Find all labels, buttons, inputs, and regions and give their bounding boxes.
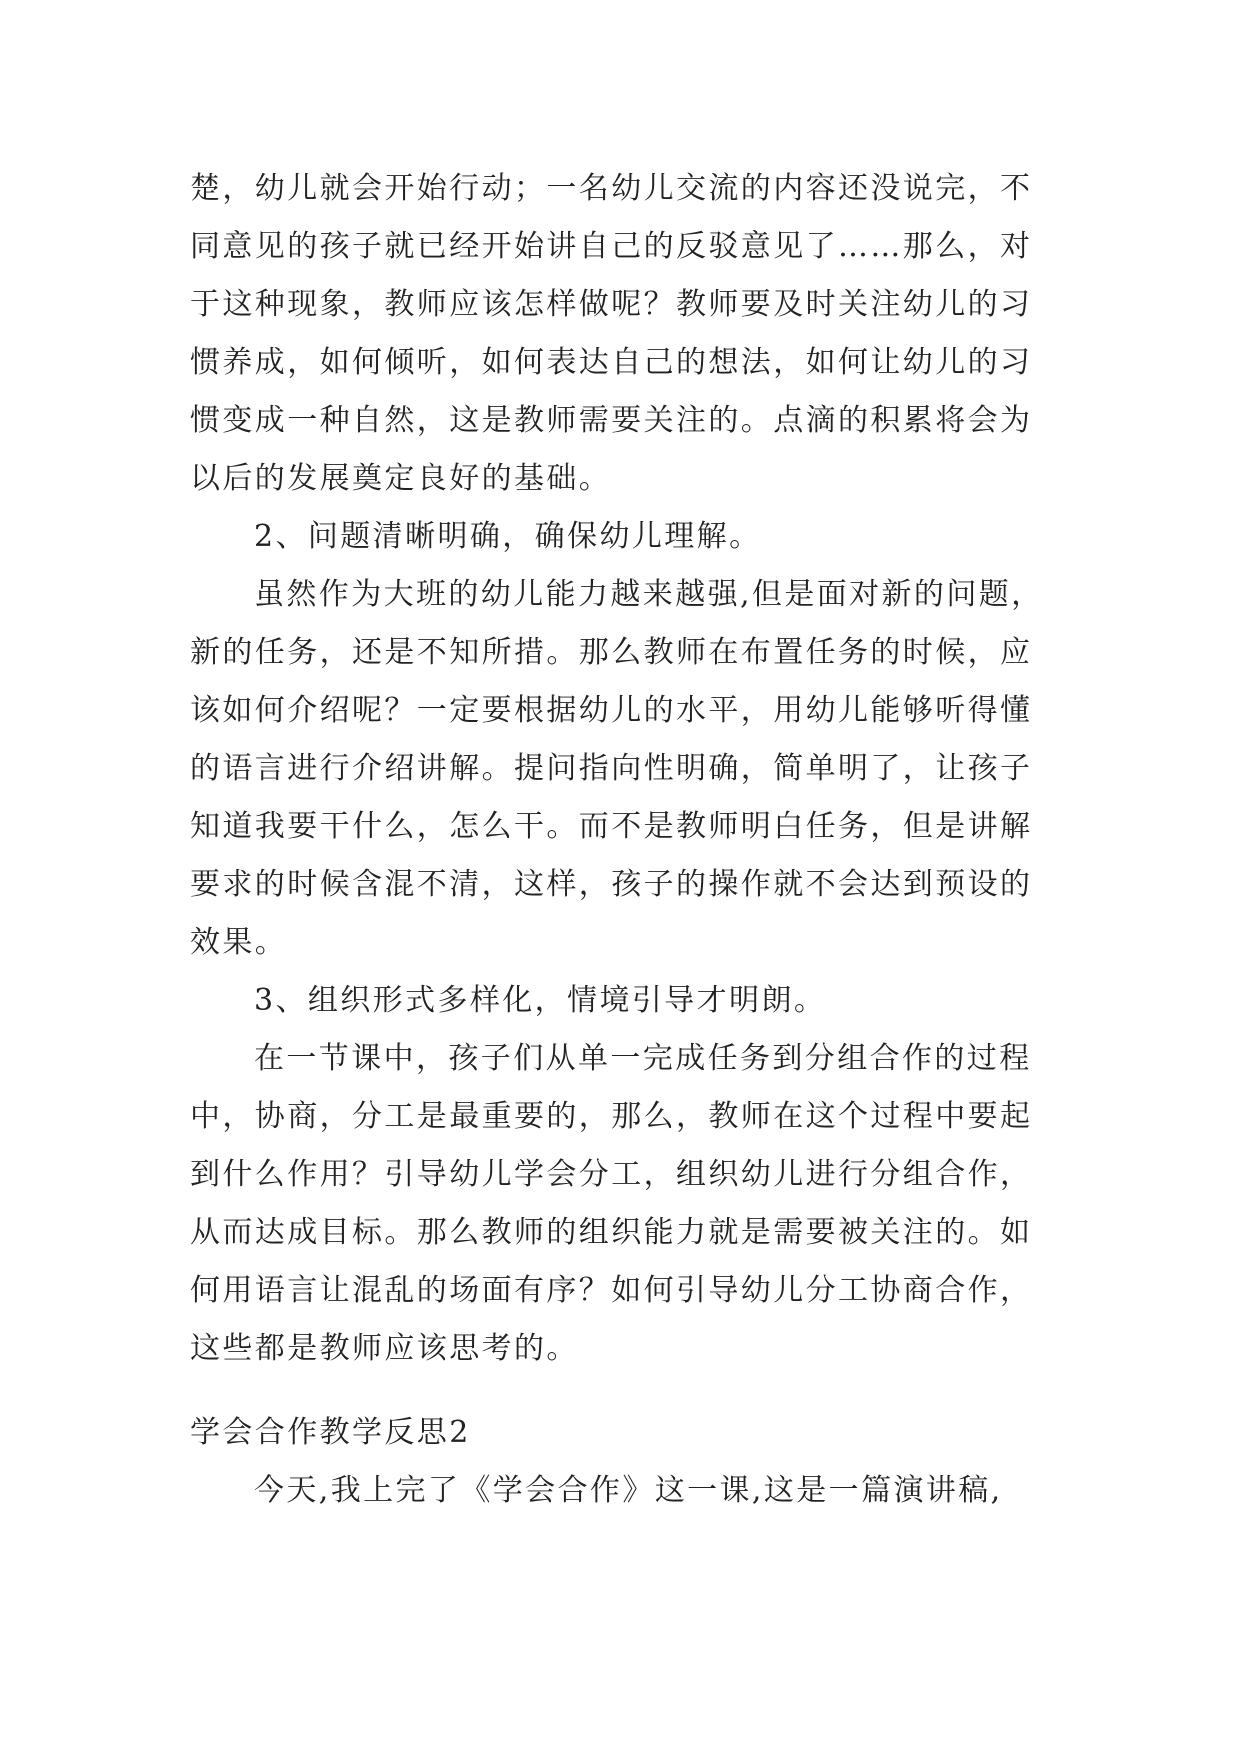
text-line: 何用语言让混乱的场面有序？如何引导幼儿分工协商合作， xyxy=(190,1273,1033,1308)
text-line: 知道我要干什么，怎么干。而不是教师明白任务，但是讲解 xyxy=(190,809,1033,844)
text-line: 于这种现象，教师应该怎样做呢？教师要及时关注幼儿的习 xyxy=(190,287,1033,322)
text-line: 到什么作用？引导幼儿学会分工，组织幼儿进行分组合作， xyxy=(190,1157,1033,1192)
text-line: 今天,我上完了《学会合作》这一课,这是一篇演讲稿, xyxy=(254,1473,1003,1508)
text-line: 从而达成目标。那么教师的组织能力就是需要被关注的。如 xyxy=(190,1215,1033,1250)
text-line: 新的任务，还是不知所措。那么教师在布置任务的时候，应 xyxy=(190,635,1033,670)
section-heading: 学会合作教学反思2 xyxy=(190,1415,471,1450)
text-line: 3、组织形式多样化，情境引导才明朗。 xyxy=(254,983,827,1018)
text-line: 该如何介绍呢？一定要根据幼儿的水平，用幼儿能够听得懂 xyxy=(190,693,1033,728)
document-body xyxy=(190,160,1058,1520)
text-line: 中，协商，分工是最重要的，那么，教师在这个过程中要起 xyxy=(190,1099,1033,1134)
text-line: 的语言进行介绍讲解。提问指向性明确，简单明了，让孩子 xyxy=(190,751,1033,786)
text-line: 效果。 xyxy=(190,925,288,960)
text-line: 2、问题清晰明确，确保幼儿理解。 xyxy=(254,519,762,554)
text-line: 以后的发展奠定良好的基础。 xyxy=(190,461,612,496)
text-line: 楚，幼儿就会开始行动；一名幼儿交流的内容还没说完，不 xyxy=(190,171,1033,206)
text-line: 要求的时候含混不清，这样，孩子的操作就不会达到预设的 xyxy=(190,867,1033,902)
text-line: 在一节课中，孩子们从单一完成任务到分组合作的过程 xyxy=(254,1041,1032,1076)
text-line: 这些都是教师应该思考的。 xyxy=(190,1331,579,1366)
text-line: 惯变成一种自然，这是教师需要关注的。点滴的积累将会为 xyxy=(190,403,1033,438)
text-line: 惯养成，如何倾听，如何表达自己的想法，如何让幼儿的习 xyxy=(190,345,1033,380)
text-line: 虽然作为大班的幼儿能力越来越强,但是面对新的问题， xyxy=(254,577,1044,612)
text-line: 同意见的孩子就已经开始讲自己的反驳意见了……那么，对 xyxy=(190,229,1033,264)
